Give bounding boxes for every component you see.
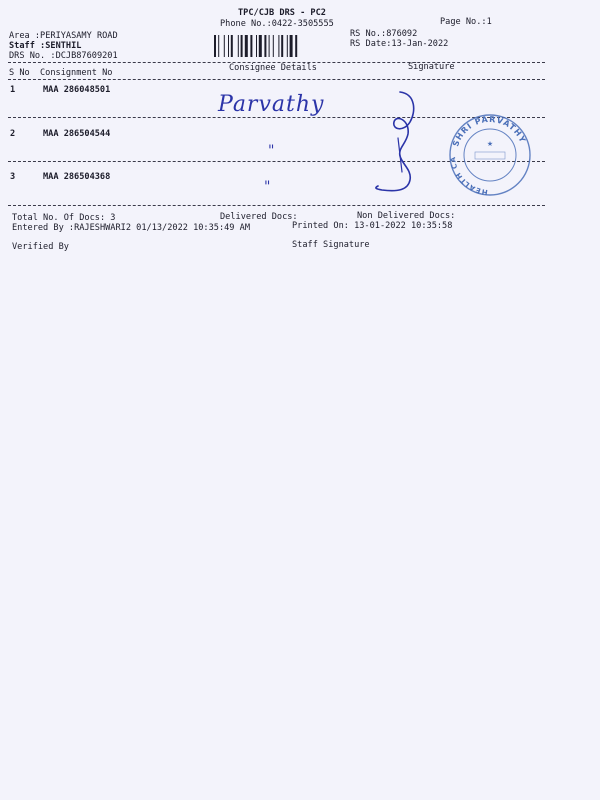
stamp-top-text: SHRI PARVATHY [451,114,528,148]
rs-date: RS Date:13-Jan-2022 [350,39,449,49]
divider [8,79,545,80]
drs-number: DRS No. :DCJB87609201 [9,51,118,61]
col-header-consignment: Consignment No [40,68,113,78]
row-1-sno: 1 [10,85,16,95]
row-divider [8,205,545,206]
star-icon: ★ [486,140,494,148]
verified-by: Verified By [12,242,69,252]
total-docs: Total No. Of Docs: 3 [12,213,116,223]
printed-on: Printed On: 13-01-2022 10:35:58 [292,221,453,231]
handwritten-name: Parvathy [218,92,325,117]
phone-number: Phone No.:0422-3505555 [220,19,334,29]
staff-signature-label: Staff Signature [292,240,370,250]
delivered-docs: Delivered Docs: [220,212,298,222]
col-header-sno: S No [9,68,30,78]
col-header-signature: Signature [408,62,455,72]
signature-scribble [370,86,430,200]
entered-by: Entered By :RAJESHWARI2 01/13/2022 10:35:49 AM [12,223,250,233]
non-delivered-docs: Non Delivered Docs: [357,211,456,221]
stamp-side-text: HEALTH CARE [443,106,489,197]
row-2-sno: 2 [10,129,16,139]
col-header-consignee: Consignee Details [229,63,317,73]
staff-label: Staff :SENTHIL [9,41,82,51]
row-3-consignment: MAA 286504368 [43,172,111,182]
barcode [214,35,324,57]
row-2-consignment: MAA 286504544 [43,129,111,139]
company-stamp [443,106,533,198]
page-number: Page No.:1 [440,17,492,27]
area-label: Area :PERIYASAMY ROAD [9,31,118,41]
row-1-consignment: MAA 286048501 [43,85,111,95]
ditto-mark: " [264,179,271,195]
row-3-sno: 3 [10,172,16,182]
ditto-mark: " [268,143,275,159]
document-title: TPC/CJB DRS - PC2 [238,8,326,18]
rs-number: RS No.:876092 [350,29,418,39]
